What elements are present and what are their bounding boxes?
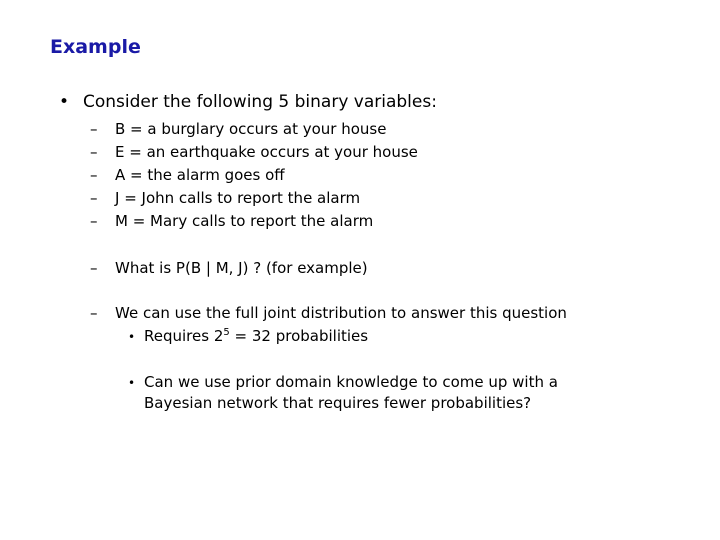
prior-text-line1: Can we use prior domain knowledge to come up with a — [144, 373, 558, 391]
variable-item — [90, 212, 373, 230]
dash-icon: – — [90, 143, 98, 161]
dash-icon: – — [90, 259, 98, 277]
requires-exponent: 5 — [223, 327, 230, 338]
variable-text: B = a burglary occurs at your house — [115, 120, 387, 138]
variable-item — [90, 143, 418, 161]
question-text: What is P(B | M, J) ? (for example) — [115, 259, 368, 277]
sub-bullet-icon: • — [128, 376, 136, 390]
dash-icon: – — [90, 304, 98, 322]
prior-text-line2: Bayesian network that requires fewer probabilities? — [144, 394, 532, 412]
variable-text: A = the alarm goes off — [115, 166, 285, 184]
bullet-icon: • — [59, 92, 70, 112]
requires-item — [128, 327, 368, 345]
requires-suffix: = 32 probabilities — [229, 327, 369, 345]
variable-text: E = an earthquake occurs at your house — [115, 143, 418, 161]
dash-icon: – — [90, 189, 98, 207]
dash-icon: – — [90, 166, 98, 184]
variable-item — [90, 189, 360, 207]
variable-text: M = Mary calls to report the alarm — [115, 212, 374, 230]
dash-icon: – — [90, 120, 98, 138]
question-item — [90, 259, 368, 277]
dash-icon: – — [90, 212, 98, 230]
slide-title: Example — [50, 36, 141, 58]
joint-item — [90, 304, 567, 322]
variable-item — [90, 120, 386, 138]
requires-prefix: Requires 2 — [144, 327, 224, 345]
variable-text: J = John calls to report the alarm — [115, 189, 361, 207]
main-bullet-text: Consider the following 5 binary variables: — [83, 92, 437, 112]
sub-bullet-icon: • — [128, 330, 136, 344]
prior-item — [128, 373, 558, 391]
main-bullet — [59, 92, 437, 112]
joint-text: We can use the full joint distribution to answer this question — [115, 304, 567, 322]
variable-item — [90, 166, 285, 184]
